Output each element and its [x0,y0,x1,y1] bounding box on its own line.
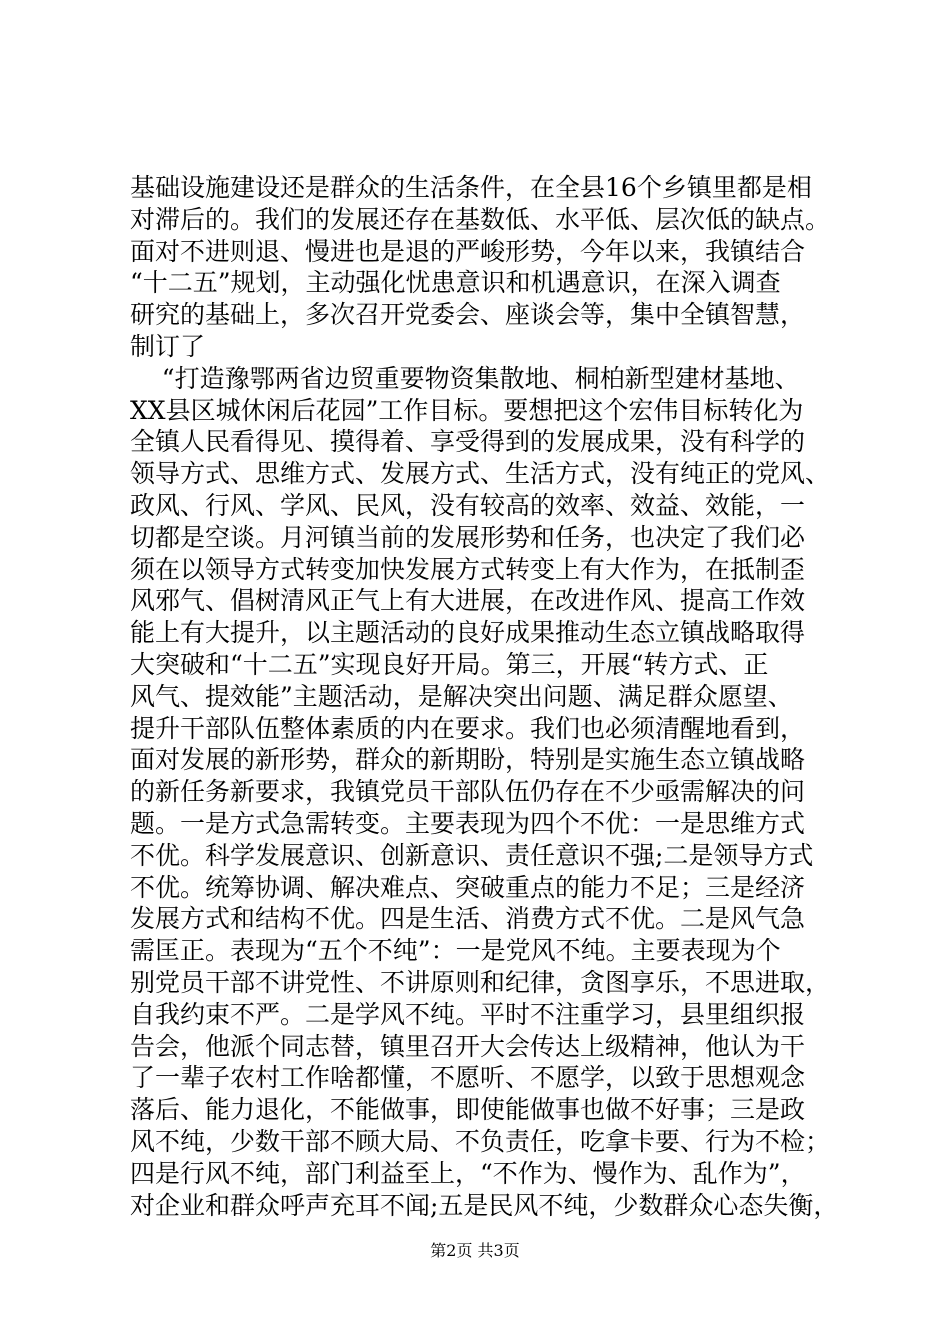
text-line: 发展方式和结构不优。四是生活、消费方式不优。二是风气急 [130,904,806,934]
text-line: 风不纯，少数干部不顾大局、不负责任，吃拿卡要、行为不检； [130,1126,831,1156]
text-line: 四是行风不纯，部门利益至上，“不作为、慢作为、乱作为”， [130,1158,806,1188]
text-line: 面对不进则退、慢进也是退的严峻形势，今年以来，我镇结合 [130,236,806,266]
page-number-footer: 第2页 共3页 [430,1241,520,1260]
text-line: “十二五”规划，主动强化忧患意识和机遇意识，在深入调查 [130,268,781,298]
text-line: 政风、行风、学风、民风，没有较高的效率、效益、效能，一 [130,490,806,520]
text-line: 基础设施建设还是群众的生活条件，在全县16个乡镇里都是相 [130,173,812,202]
text-line: 题。一是方式急需转变。主要表现为四个不优：一是思维方式 [130,808,806,838]
text-line: XX县区城休闲后花园”工作目标。要想把这个宏伟目标转化为 [130,395,804,425]
text-line: “打造豫鄂两省边贸重要物资集散地、桐柏新型建材基地、 [130,363,800,393]
text-line: 不优。统筹协调、解决难点、突破重点的能力不足；三是经济 [130,872,806,902]
text-line: 全镇人民看得见、摸得着、享受得到的发展成果，没有科学的 [130,427,806,457]
text-line: 提升干部队伍整体素质的内在要求。我们也必须清醒地看到， [130,713,806,743]
body-text [130,172,839,1221]
text-line: 面对发展的新形势，群众的新期盼，特别是实施生态立镇战略 [130,745,806,775]
text-line: 需匡正。表现为“五个不纯”：一是党风不纯。主要表现为个 [130,936,781,966]
text-line: 了一辈子农村工作啥都懂，不愿听、不愿学，以致于思想观念 [130,1063,806,1093]
text-line: 大突破和“十二五”实现良好开局。第三，开展“转方式、正 [130,649,769,679]
text-line: 切都是空谈。月河镇当前的发展形势和任务，也决定了我们必 [130,522,806,552]
text-line: 的新任务新要求，我镇党员干部队伍仍存在不少亟需解决的问 [130,777,806,807]
text-line: 对滞后的。我们的发展还存在基数低、水平低、层次低的缺点。 [130,204,831,234]
text-line: 能上有大提升，以主题活动的良好成果推动生态立镇战略取得 [130,618,806,648]
text-line: 风邪气、倡树清风正气上有大进展，在改进作风、提高工作效 [130,586,806,616]
text-line: 领导方式、思维方式、发展方式、生活方式，没有纯正的党风、 [130,459,831,489]
text-line: 别党员干部不讲党性、不讲原则和纪律，贪图享乐，不思进取， [130,967,831,997]
text-line: 自我约束不严。二是学风不纯。平时不注重学习，县里组织报 [130,999,806,1029]
text-line: 制订了 [130,331,206,361]
text-line: 告会，他派个同志替，镇里召开大会传达上级精神，他认为干 [130,1031,806,1061]
text-line: 不优。科学发展意识、创新意识、责任意识不强;二是领导方式 [130,840,814,870]
text-line: 风气、提效能”主题活动，是解决突出问题、满足群众愿望、 [130,681,793,711]
text-line: 研究的基础上，多次召开党委会、座谈会等，集中全镇智慧， [130,300,806,330]
text-line: 须在以领导方式转变加快发展方式转变上有大作为，在抵制歪 [130,554,806,584]
text-line: 落后、能力退化，不能做事，即使能做事也做不好事；三是政 [130,1095,806,1125]
text-line: 对企业和群众呼声充耳不闻;五是民风不纯，少数群众心态失衡， [130,1190,839,1220]
